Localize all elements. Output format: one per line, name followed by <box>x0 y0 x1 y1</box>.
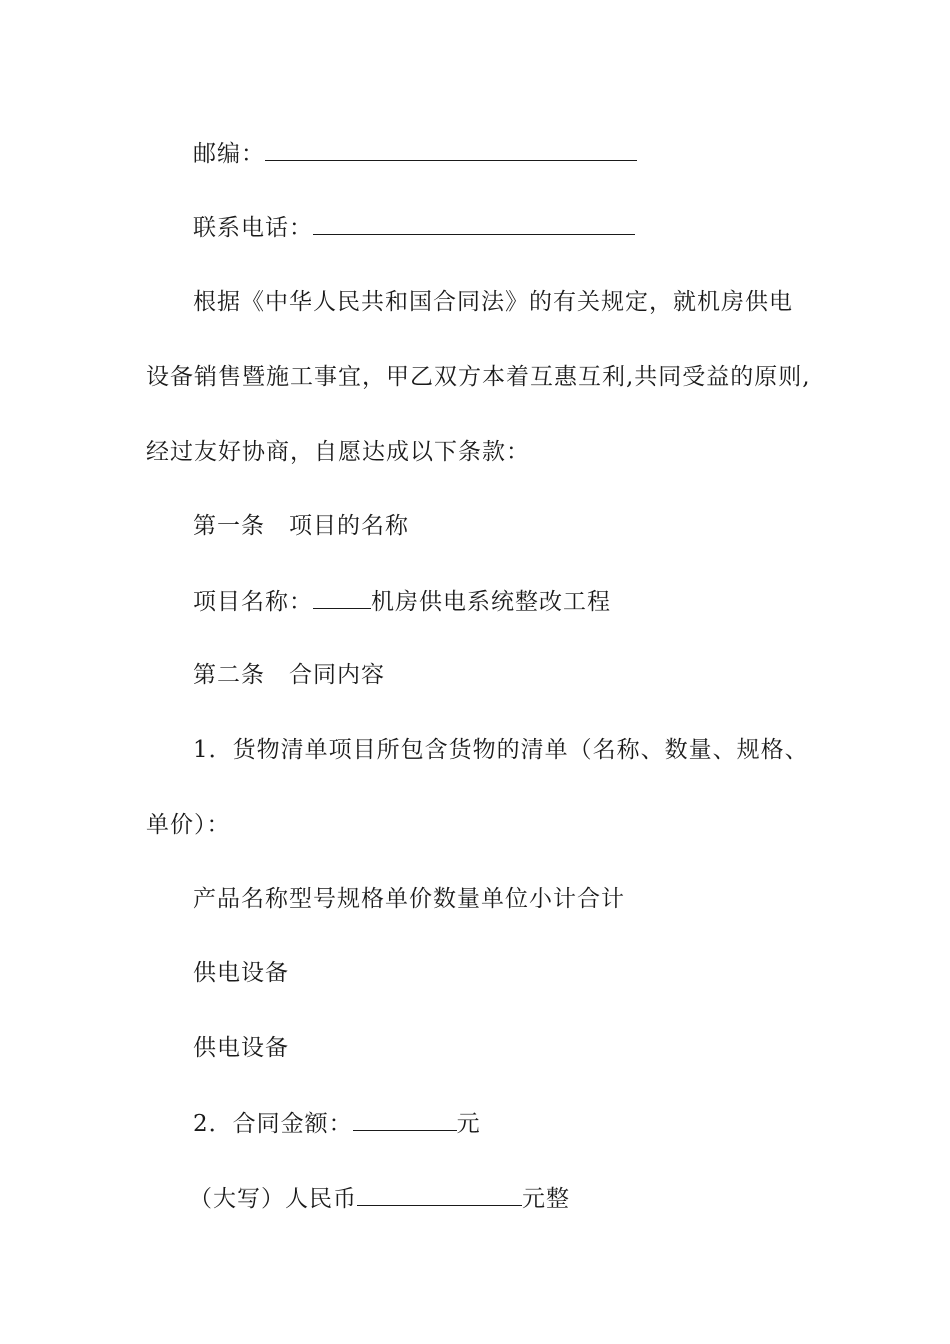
project-name-line <box>193 586 611 617</box>
capital-label: （大写）人民币 <box>189 1186 357 1212</box>
article1-heading: 第一条 项目的名称 <box>193 513 409 539</box>
postcode-blank <box>265 138 637 161</box>
para1-line3: 经过友好协商，自愿达成以下条款： <box>146 439 530 465</box>
postcode-label: 邮编： <box>193 141 265 167</box>
project-name-blank <box>313 586 371 609</box>
item1-line1: 1．货物清单项目所包含货物的清单（名称、数量、规格、 <box>193 737 809 763</box>
postcode-line <box>193 138 637 169</box>
table-row-1: 供电设备 <box>193 960 289 986</box>
amount-unit: 元 <box>456 1111 481 1137</box>
item1-line2: 单价）： <box>146 812 231 838</box>
amount-line <box>193 1108 481 1139</box>
table-row-2: 供电设备 <box>193 1035 289 1061</box>
table-header-line: 产品名称型号规格单价数量单位小计合计 <box>193 886 625 912</box>
project-name-value: 机房供电系统整改工程 <box>371 589 611 615</box>
capital-blank <box>357 1183 522 1206</box>
project-name-label: 项目名称： <box>193 589 313 615</box>
phone-blank <box>313 212 635 235</box>
article2-heading: 第二条 合同内容 <box>193 662 385 688</box>
amount-label: 2．合同金额： <box>193 1111 353 1137</box>
para1-line2: 设备销售暨施工事宜，甲乙双方本着互惠互利,共同受益的原则, <box>146 364 811 390</box>
phone-line <box>193 212 635 243</box>
capital-amount-line <box>189 1183 570 1214</box>
capital-unit: 元整 <box>522 1186 570 1212</box>
amount-blank <box>353 1108 457 1131</box>
para1-line1: 根据《中华人民共和国合同法》的有关规定，就机房供电 <box>193 289 793 315</box>
phone-label: 联系电话： <box>193 215 313 241</box>
